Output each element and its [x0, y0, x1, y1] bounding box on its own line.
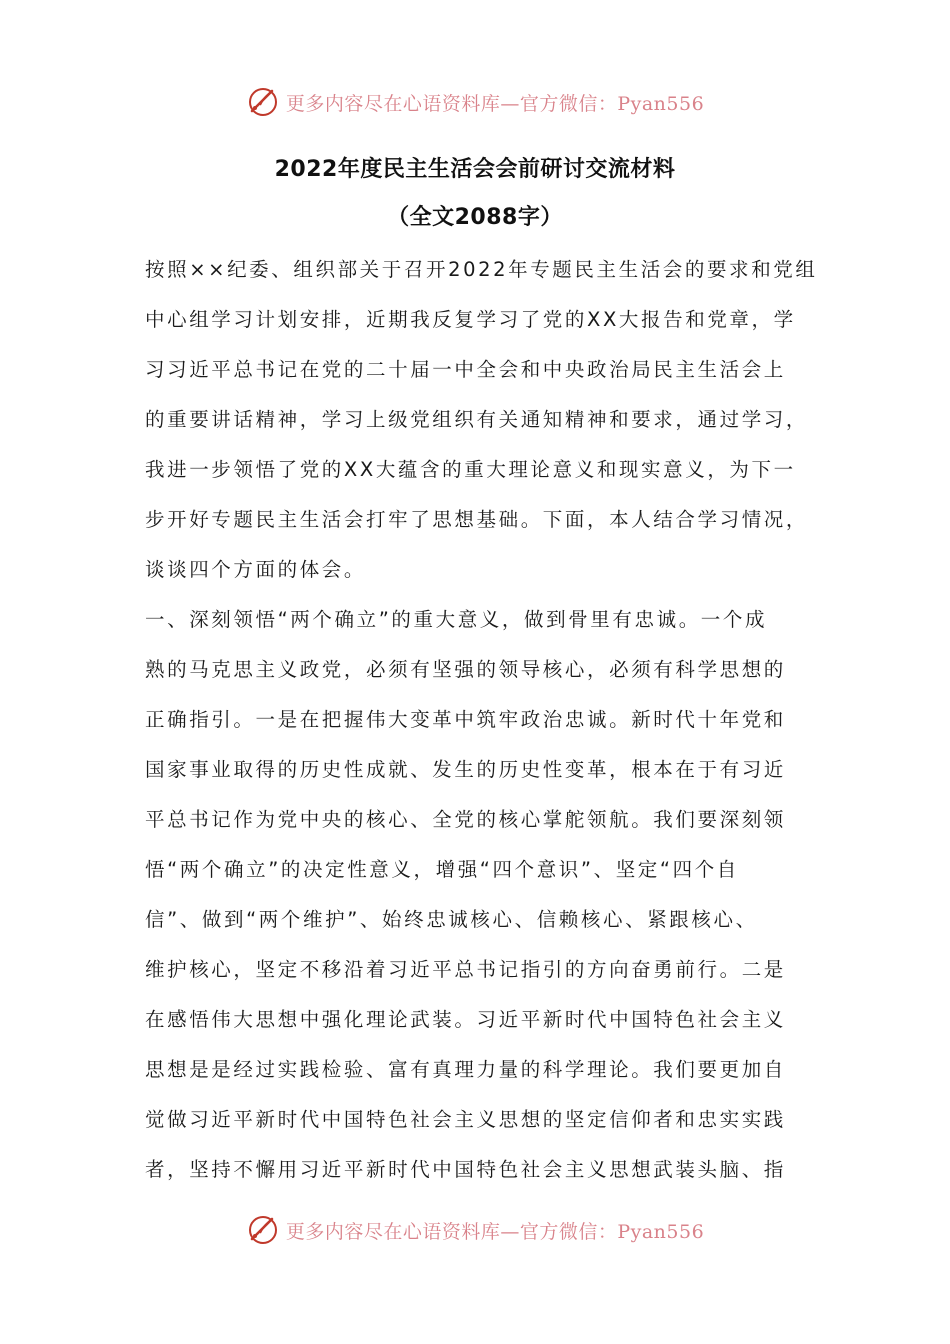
footer-banner: [0, 1210, 950, 1250]
body-line: 觉做习近平新时代中国特色社会主义思想的坚定信仰者和忠实实践: [145, 1108, 786, 1131]
body-line: 平总书记作为党中央的核心、全党的核心掌舵领航。我们要深刻领: [145, 808, 786, 831]
body-line: 国家事业取得的历史性成就、发生的历史性变革，根本在于有习近: [145, 758, 786, 781]
body-line: 悟“两个确立”的决定性意义，增强“四个意识”、坚定“四个自: [145, 858, 739, 881]
body-line: 熟的马克思主义政党，必须有坚强的领导核心，必须有科学思想的: [145, 658, 786, 681]
body-line: 一、深刻领悟“两个确立”的重大意义，做到骨里有忠诚。一个成: [145, 608, 768, 631]
body-line: 按照××纪委、组织部关于召开2022年专题民主生活会的要求和党组: [145, 258, 818, 281]
body-line: 思想是是经过实践检验、富有真理力量的科学理论。我们要更加自: [145, 1058, 786, 1081]
footer-banner-text: 更多内容尽在心语资料库—官方微信：Pyan556: [285, 1220, 705, 1243]
body-line: 者，坚持不懈用习近平新时代中国特色社会主义思想武装头脑、指: [145, 1158, 786, 1181]
body-line: 正确指引。一是在把握伟大变革中筑牢政治忠诚。新时代十年党和: [145, 708, 786, 731]
quill-logo-icon: [246, 85, 280, 119]
header-banner-text: 更多内容尽在心语资料库—官方微信：Pyan556: [285, 92, 705, 115]
body-line: 信”、做到“两个维护”、始终忠诚核心、信赖核心、紧跟核心、: [145, 908, 758, 931]
document-title: 2022年度民主生活会会前研讨交流材料: [274, 157, 676, 182]
body-line: 步开好专题民主生活会打牢了思想基础。下面，本人结合学习情况，: [145, 508, 809, 531]
body-line: 维护核心，坚定不移沿着习近平总书记指引的方向奋勇前行。二是: [145, 958, 786, 981]
document-body: [145, 245, 818, 1195]
document-subtitle: （全文2088字）: [387, 205, 563, 230]
body-line: 中心组学习计划安排，近期我反复学习了党的XX大报告和党章，学: [145, 308, 796, 331]
body-line: 在感悟伟大思想中强化理论武装。习近平新时代中国特色社会主义: [145, 1008, 786, 1031]
body-line: 的重要讲话精神，学习上级党组织有关通知精神和要求，通过学习，: [145, 408, 809, 431]
quill-logo-icon: [246, 1213, 280, 1247]
body-line: 谈谈四个方面的体会。: [145, 558, 367, 581]
body-line: 我进一步领悟了党的XX大蕴含的重大理论意义和现实意义，为下一: [145, 458, 796, 481]
header-banner: [0, 82, 950, 122]
body-line: 习习近平总书记在党的二十届一中全会和中央政治局民主生活会上: [145, 358, 786, 381]
